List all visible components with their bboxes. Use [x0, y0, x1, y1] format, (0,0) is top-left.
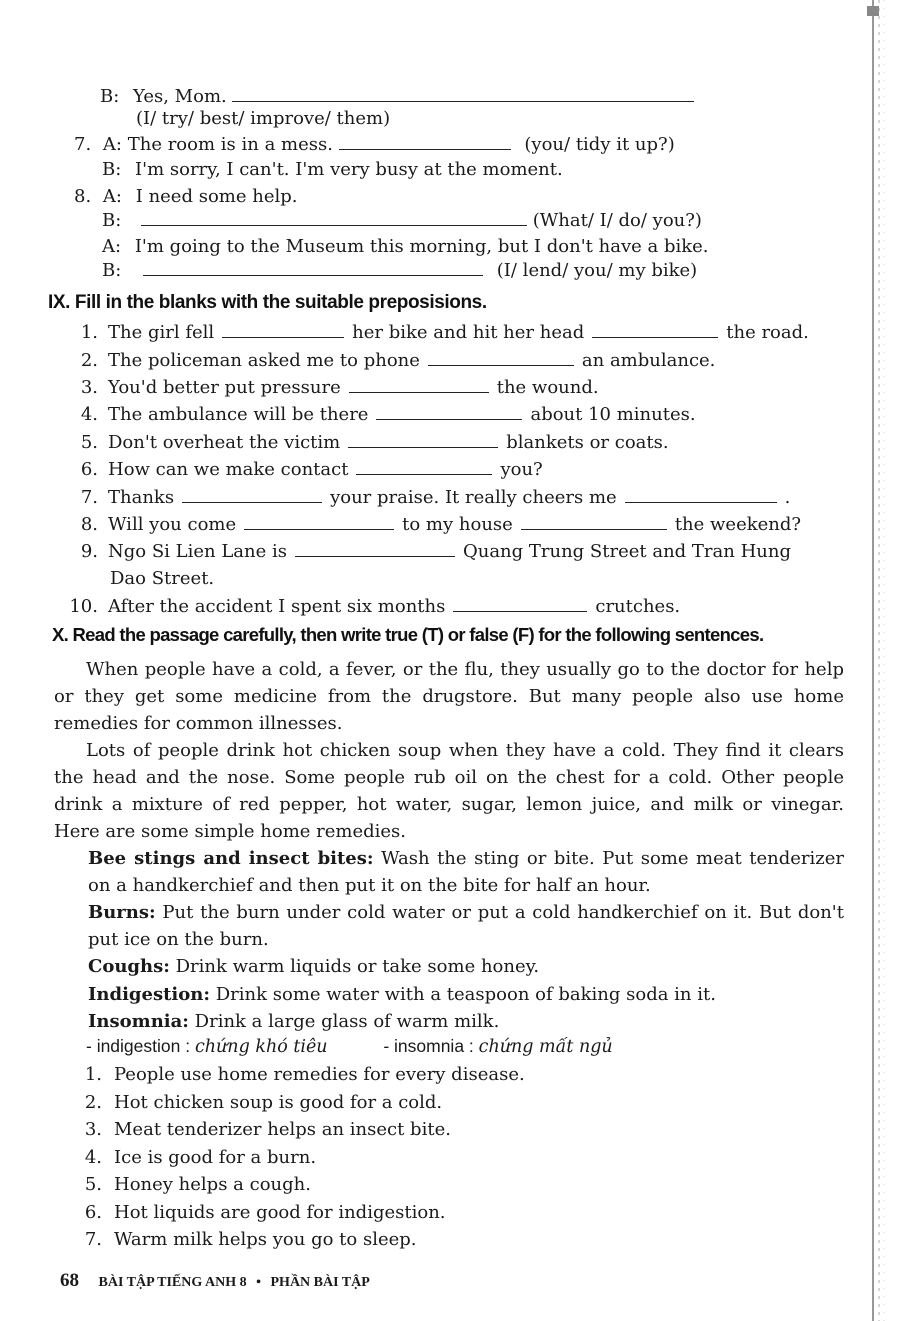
item-number: 9. [80, 541, 98, 562]
page-number: 68 [60, 1270, 79, 1291]
line-text: Yes, Mom. [133, 86, 227, 107]
statement-text: Warm milk helps you go to sleep. [114, 1229, 417, 1250]
statement-number: 6. [84, 1201, 102, 1223]
remedy-term: Burns: [88, 902, 156, 923]
remedy-text: Drink warm liquids or take some honey. [175, 956, 540, 977]
statement-text: People use home remedies for every disease. [114, 1064, 525, 1085]
speaker: B: [102, 260, 122, 281]
answer-blank[interactable] [348, 433, 498, 448]
remedy-text: Drink a large glass of warm milk. [194, 1011, 500, 1032]
item-text: Quang Trung Street and Tran Hung [462, 541, 791, 562]
exercise-item [68, 487, 790, 508]
item-text: Don't overheat the victim [108, 432, 341, 453]
answer-blank[interactable] [625, 488, 777, 503]
item-text: your praise. It really cheers me [330, 487, 617, 508]
item-text: . [784, 487, 791, 508]
remedy-entry [88, 899, 844, 953]
answer-blank[interactable] [592, 323, 718, 338]
remedy-term: Indigestion: [88, 984, 210, 1005]
statement-number: 4. [84, 1146, 102, 1168]
book-title: BÀI TẬP TIẾNG ANH 8 [98, 1275, 247, 1290]
question-number: 7. [74, 134, 92, 155]
answer-blank[interactable] [349, 378, 489, 393]
item-text: After the accident I spent six months [108, 596, 446, 617]
remedy-text: Drink some water with a teaspoon of baking soda in it. [215, 984, 716, 1005]
page-footer [60, 1270, 370, 1292]
statement-number: 5. [84, 1174, 102, 1195]
exercise-item [68, 350, 715, 371]
glossary-meaning-1: chứng khó tiêu [194, 1037, 328, 1057]
item-text: blankets or coats. [506, 432, 669, 453]
exercise-item [68, 377, 599, 398]
glossary-term-2: - insomnia : [383, 1036, 474, 1056]
statement-number: 2. [84, 1091, 102, 1113]
answer-blank[interactable] [232, 87, 694, 102]
dialogue-q8-b1 [102, 210, 702, 231]
item-number: 8. [80, 514, 98, 535]
hint: (you/ tidy it up?) [524, 134, 675, 155]
item-text: You'd better put pressure [108, 377, 341, 398]
hint: (I/ lend/ you/ my bike) [496, 260, 698, 281]
answer-blank[interactable] [339, 135, 511, 150]
speaker: A: [102, 186, 122, 207]
item-text: The ambulance will be there [108, 404, 369, 425]
section-x-heading: X. Read the passage carefully, then write true (T) or false (F) for the following sentences. [52, 624, 764, 645]
answer-blank[interactable] [295, 542, 455, 557]
line-text: The room is in a mess. [127, 134, 333, 155]
answer-blank[interactable] [376, 405, 522, 420]
item-number: 3. [80, 377, 98, 398]
footer-bullet: • [256, 1275, 261, 1290]
passage-paragraph-2: Lots of people drink hot chicken soup when they have a cold. They find it clears the head and the nose. Some people rub oil on the chest for a cold. Other people drink a mixture of red pepper, hot water, sugar, lemon juice, and milk or vinegar. Here are some simple home remedies. [54, 740, 844, 842]
answer-blank[interactable] [222, 323, 344, 338]
dialogue-q8-b2 [102, 260, 697, 281]
item-text: about 10 minutes. [530, 404, 696, 425]
item-text: crutches. [595, 596, 681, 617]
item-text: to my house [402, 514, 513, 535]
item-text: Will you come [108, 514, 237, 535]
line-text: I'm going to the Museum this morning, but I don't have a bike. [134, 236, 709, 257]
remedy-text: Put the burn under cold water or put a cold handkerchief on it. But don't put ice on the burn. [88, 902, 844, 950]
remedy-term: Coughs: [88, 956, 170, 977]
item-text: The policeman asked me to phone [108, 350, 420, 371]
exercise-item [68, 404, 696, 425]
exercise-item [68, 514, 801, 535]
statement-text: Hot liquids are good for indigestion. [114, 1201, 446, 1223]
answer-blank[interactable] [182, 488, 322, 503]
speaker: B: [100, 86, 120, 107]
item-number: 10. [69, 596, 98, 617]
dialogue-q7-a [74, 134, 675, 155]
statement-item [76, 1202, 446, 1223]
speaker: A: [102, 236, 122, 257]
remedy-text: Wash the sting or bite. Put some meat tenderizer on a handkerchief and then put it on the bite for half an hour. [88, 848, 844, 896]
exercise-item [68, 596, 680, 617]
line-text: I need some help. [135, 186, 298, 207]
answer-blank[interactable] [428, 351, 574, 366]
answer-blank[interactable] [453, 597, 587, 612]
speaker: B: [102, 210, 122, 231]
item-text: Ngo Si Lien Lane is [108, 541, 287, 562]
item-text: The girl fell [108, 322, 215, 343]
answer-blank[interactable] [143, 261, 483, 276]
item-text: Thanks [108, 487, 175, 508]
exercise-item [68, 459, 543, 480]
item-text: the weekend? [674, 514, 802, 535]
hint: (What/ I/ do/ you?) [532, 210, 702, 231]
statement-number: 7. [84, 1229, 102, 1250]
item-text: her bike and hit her head [352, 322, 585, 343]
section-ix-heading: IX. Fill in the blanks with the suitable preposisions. [48, 292, 487, 313]
exercise-item [68, 322, 809, 343]
line-text: I'm sorry, I can't. I'm very busy at the moment. [135, 159, 563, 180]
statement-text: Ice is good for a burn. [114, 1146, 317, 1168]
item-text: the road. [726, 322, 809, 343]
statement-item [76, 1174, 311, 1195]
statement-item [76, 1119, 451, 1140]
item-text: the wound. [496, 377, 599, 398]
dialogue-q6-hint: (I/ try/ best/ improve/ them) [136, 108, 391, 129]
glossary-meaning-2: chứng mất ngủ [478, 1037, 613, 1057]
dialogue-q8-a1 [74, 186, 297, 207]
statement-item [76, 1147, 316, 1168]
item-number: 6. [80, 459, 98, 480]
passage-paragraph-1: When people have a cold, a fever, or the flu, they usually go to the doctor for help or they get some medicine from the drugstore. But many people also use home remedies for common illnesses. [54, 659, 844, 734]
item-text-continued: Dao Street. [110, 568, 215, 589]
item-number: 4. [80, 404, 98, 425]
statement-number: 3. [84, 1119, 102, 1140]
dialogue-q7-b [102, 159, 563, 180]
footer-part: PHẦN BÀI TẬP [270, 1275, 370, 1290]
statement-number: 1. [84, 1064, 102, 1085]
glossary-term-1: - indigestion : [86, 1036, 191, 1056]
item-text: an ambulance. [581, 350, 716, 371]
answer-blank[interactable] [356, 460, 492, 475]
statement-item [76, 1229, 417, 1250]
statement-text: Meat tenderizer helps an insect bite. [114, 1119, 451, 1140]
speaker: B: [102, 159, 122, 180]
question-number: 8. [74, 186, 92, 207]
item-number: 5. [80, 432, 98, 453]
exercise-item [68, 541, 791, 562]
item-number: 1. [80, 322, 98, 343]
dialogue-q6-b [100, 86, 694, 107]
glossary [86, 1036, 613, 1057]
remedy-term: Bee stings and insect bites: [88, 848, 374, 869]
remedy-entry [88, 1008, 844, 1035]
item-text: you? [500, 459, 543, 480]
speaker: A: [102, 134, 122, 155]
item-number: 2. [80, 350, 98, 371]
statement-text: Honey helps a cough. [114, 1174, 311, 1195]
remedy-entry [88, 953, 844, 980]
remedy-entry [88, 845, 844, 899]
statement-item [76, 1064, 525, 1085]
remedy-term: Insomnia: [88, 1011, 189, 1032]
page-edge [867, 0, 889, 1321]
answer-blank[interactable] [141, 211, 527, 226]
item-number: 7. [80, 487, 98, 508]
exercise-item [68, 432, 669, 453]
remedy-entry [88, 981, 844, 1008]
answer-blank[interactable] [244, 515, 394, 530]
dialogue-q8-a2 [102, 236, 709, 257]
statement-text: Hot chicken soup is good for a cold. [114, 1091, 443, 1113]
statement-item [76, 1092, 442, 1113]
answer-blank[interactable] [521, 515, 667, 530]
item-text: How can we make contact [108, 459, 349, 480]
